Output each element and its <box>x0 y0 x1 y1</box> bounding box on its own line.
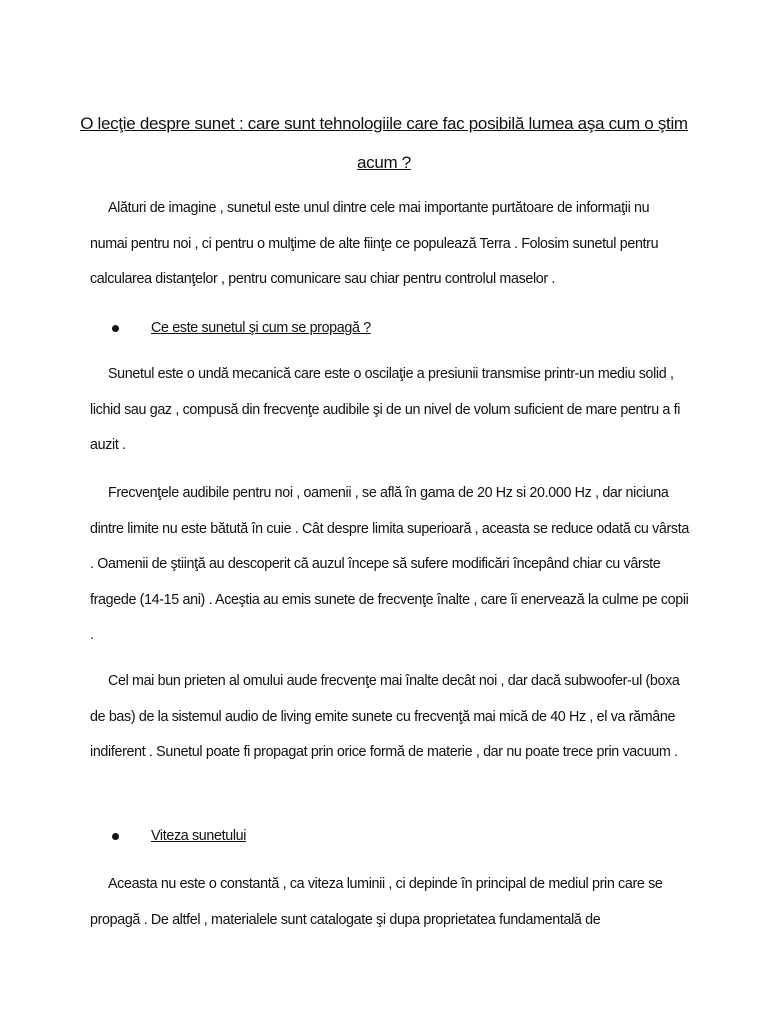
bullet-icon <box>112 833 119 840</box>
bullet-label: Viteza sunetului <box>151 828 247 844</box>
paragraph-dog-hearing: Cel mai bun prieten al omului aude frecvenţe mai înalte decât noi , dar dacă subwoofer-ul (boxa de bas) de la sistemul audio de living emite sunete cu frecvenţă mai mică de 40 Hz , el va rămâne indiferent . Sunetul poate fi propagat prin orice formă de materie , dar nu poate trece prin vacuum . <box>90 673 680 760</box>
document-title: O lecţie despre sunet : care sunt tehnologiile care fac posibilă lumea aşa cum o ştim acum ? <box>80 114 688 172</box>
bullet-label: Ce este sunetul şi cum se propagă ? <box>151 320 371 336</box>
paragraph-speed: Aceasta nu este o constantă , ca viteza luminii , ci depinde în principal de mediul prin care se propagă . De altfel , materialele sunt catalogate şi dupa proprietatea fundamentală de <box>90 876 663 928</box>
bullet-item-speed <box>112 826 246 846</box>
paragraph-sound-wave: Sunetul este o undă mecanică care este o oscilaţie a presiunii transmise printr-un mediu solid , lichid sau gaz , compusă din frecvenţe audibile şi de un nivel de volum suficient de mare pentru a fi auzit . <box>90 366 681 453</box>
bullet-item-sound-definition <box>112 318 371 338</box>
paragraph-frequencies: Frecvenţele audibile pentru noi , oamenii , se află în gama de 20 Hz si 20.000 Hz , dar niciuna dintre limite nu este bătută în cuie . Cât despre limita superioară , aceasta se reduce odată cu vârsta . Oamenii de ştiinţă au descoperit că auzul începe să sufere modificări începând chiar cu vârste fragede (14-15 ani) . Aceştia au emis sunete de frecvenţe înalte , care îi enervează la culme pe copii . <box>90 485 689 643</box>
bullet-icon <box>112 325 119 332</box>
paragraph-intro: Alături de imagine , sunetul este unul dintre cele mai importante purtătoare de informaţii nu numai pentru noi , ci pentru o mulţime de alte fiinţe ce populează Terra . Folosim sunetul pentru calcularea distanţelor , pentru comunicare sau chiar pentru controlul maselor . <box>90 200 659 287</box>
